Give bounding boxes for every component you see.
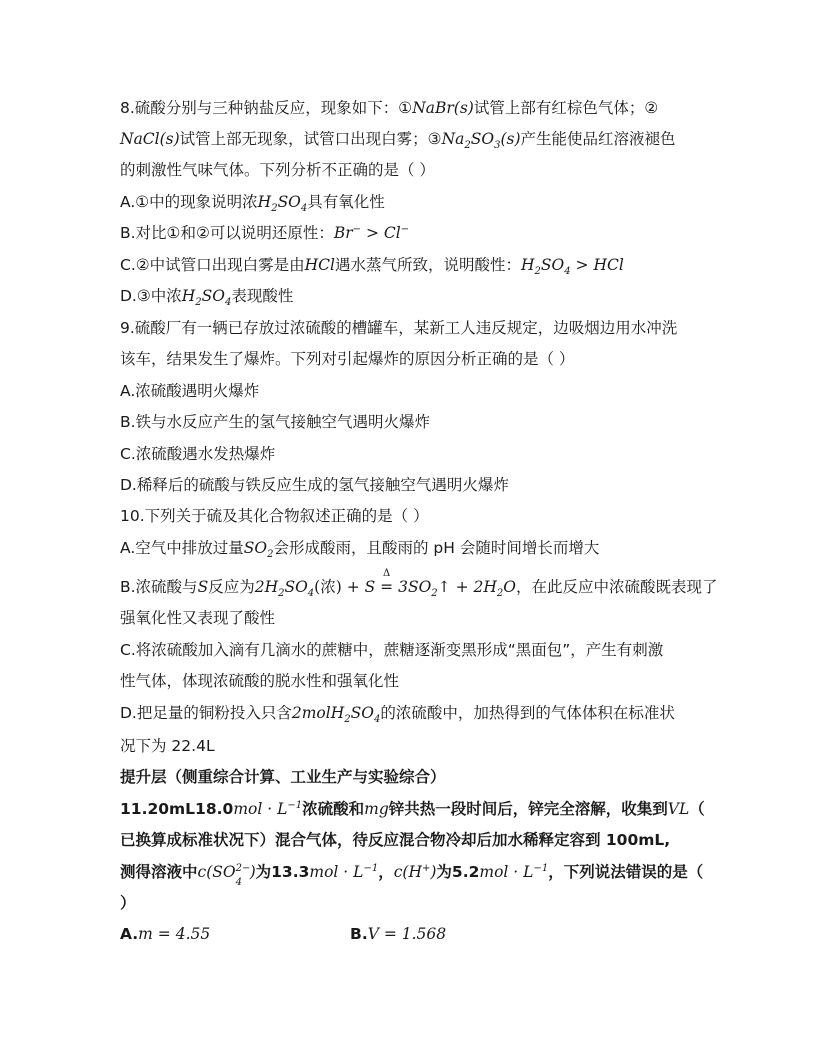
- q10-option-c-line2: 性气体，体现浓硫酸的脱水性和强氧化性: [120, 672, 400, 690]
- q8-text: 8.硫酸分别与三种钠盐反应，现象如下：①: [120, 99, 413, 117]
- formula-nacl: NaCl(s): [120, 130, 180, 148]
- q10-option-b-line2: 强氧化性又表现了酸性: [120, 609, 276, 627]
- q8-option-c: C.②中试管口出现白雾是由HCl遇水蒸气所致，说明酸性：$H_2SO_4$ > HCl: [120, 256, 624, 278]
- q9-option-d: D.稀释后的硫酸与铁反应生成的氢气接触空气遇明火爆炸: [120, 476, 509, 494]
- formula-na2so3: $Na_2SO_3(s)$: [441, 130, 521, 152]
- q10-option-b: B.浓硫酸与S反应为$2H_2SO_4$(浓) + S Δ = $3SO_2↑ + 2H_2O$，在此反应中浓硫酸既表现了: [120, 568, 718, 600]
- section-title: 提升层（侧重综合计算、工业生产与实验综合）: [120, 768, 446, 786]
- q8-text: 试管上部无现象，试管口出现白雾；③: [179, 130, 442, 148]
- q8-stem-line3: 的刺激性气味气体。下列分析不正确的是（ ）: [120, 161, 435, 179]
- q11-stem-line4: ）: [120, 894, 136, 912]
- equation-conc-h2so4-s: $2H_2SO_4$(浓) + S Δ = $3SO_2↑ + 2H_2O$: [254, 568, 516, 600]
- q10-option-d-line1: D.把足量的铜粉投入只含$2molH_2SO_4$的浓硫酸中，加热得到的气体体积在标准状: [120, 704, 675, 726]
- q11-stem-line1: $11.20mL18.0mol \cdot L^{-1}$浓硫酸和mg锌共热一段时间后，锌完全溶解，收集到VL（: [120, 799, 705, 818]
- formula-h2so4: $H_2SO_4$: [181, 287, 232, 309]
- q9-option-b: B.铁与水反应产生的氢气接触空气遇明火爆炸: [120, 413, 431, 431]
- q11-option-a: A.m = 4.55: [120, 925, 211, 943]
- unit-mol-per-l: mol · $L^{-1}$: [233, 799, 303, 818]
- formula-so2: $SO_2$: [243, 539, 274, 561]
- q10-option-d-line2: 况下为 22.4L: [120, 737, 215, 755]
- q11-stem-line3: 测得溶液中c(SO 2− 4 )为$13.3mol \cdot L^{-1}$，c(H+)为$5.2mol \cdot L^{-1}$，下列说法错误的是（: [120, 862, 704, 888]
- q8-text: 产生能使品红溶液褪色: [520, 130, 676, 148]
- q8-stem-line1: [120, 97, 658, 119]
- q9-stem-line2: 该车，结果发生了爆炸。下列对引起爆炸的原因分析正确的是（ ）: [120, 350, 575, 368]
- q8-text: 试管上部有红棕色气体；②: [473, 99, 659, 117]
- q9-option-c: C.浓硫酸遇水发热爆炸: [120, 445, 276, 463]
- formula-c-h: c(H+): [393, 862, 437, 881]
- q10-option-a: A.空气中排放过量$SO_2$会形成酸雨，且酸雨的 pH 会随时间增长而增大: [120, 539, 600, 561]
- q8-option-d: D.③中浓$H_2SO_4$表现酸性: [120, 287, 294, 309]
- formula-c-so4: c(SO 2− 4 ): [197, 863, 256, 888]
- q8-stem-line2: [120, 128, 676, 150]
- formula-2mol-h2so4: $2molH_2SO_4$: [291, 704, 381, 726]
- formula-h2so4: $H_2SO_4$: [257, 193, 308, 215]
- formula-h2so4-gt-hcl: $H_2SO_4$ > HCl: [521, 256, 624, 278]
- q8-option-b: B.对比①和②可以说明还原性：Br− > Cl−: [120, 223, 410, 242]
- q10-option-c-line1: C.将浓硫酸加入滴有几滴水的蔗糖中，蔗糖逐渐变黑形成“黑面包”，产生有刺激: [120, 641, 664, 659]
- q11-stem-line2: 已换算成标准状况下）混合气体，待反应混合物冷却后加水稀释定容到 100mL,: [120, 831, 671, 849]
- q8-option-a: A.①中的现象说明浓$H_2SO_4$具有氧化性: [120, 193, 385, 215]
- q9-option-a: A.浓硫酸遇明火爆炸: [120, 382, 260, 400]
- formula-nabr: NaBr(s): [412, 99, 474, 117]
- formula-br-cl: Br− > Cl−: [333, 223, 410, 242]
- q10-stem: 10.下列关于硫及其化合物叙述正确的是（ ）: [120, 507, 429, 525]
- q11-option-b: B.V = 1.568: [350, 925, 447, 943]
- q9-stem-line1: 9.硫酸厂有一辆已存放过浓硫酸的槽罐车，某新工人违反规定，边吸烟边用水冲洗: [120, 319, 678, 337]
